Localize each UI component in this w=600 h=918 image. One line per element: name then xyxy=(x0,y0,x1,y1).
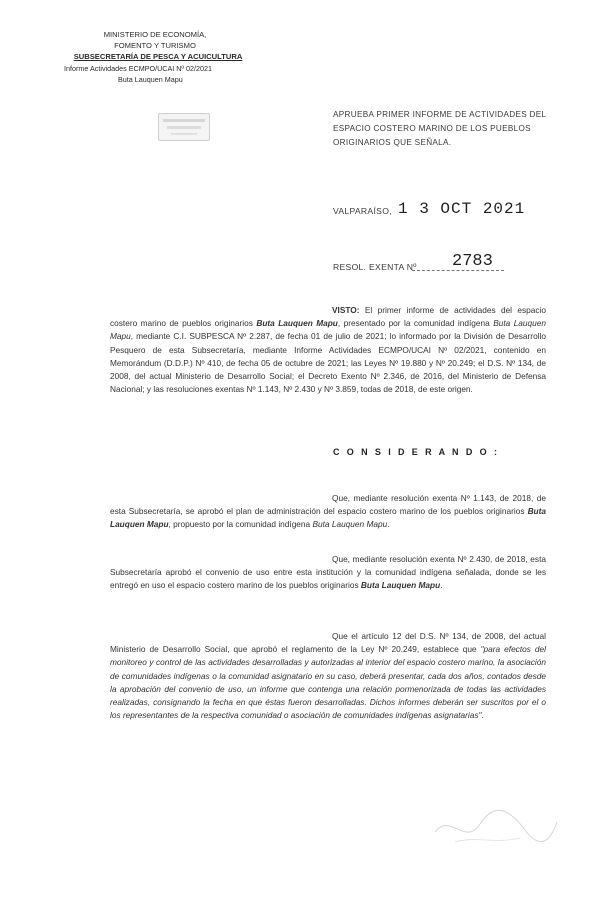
considerando-1: Que, mediante resolución exenta Nº 1.143, de 2018, de esta Subsecretaría, se aprobó el plan de administración del espacio costero marino de los pueblos originarios Buta Lauquen Mapu, propuesto por la comunidad indígena Buta Lauquen Mapu. xyxy=(110,493,546,530)
ecmpo-name: Buta Lauquen Mapu xyxy=(118,75,183,84)
reception-stamp xyxy=(158,113,210,141)
considerando-3: Que el artículo 12 del D.S. Nº 134, de 2008, del actual Ministerio de Desarrollo Social, que aprobó el reglamento de la Ley Nº 20.249, establece que "para efectos del monitoreo y control de las actividades desarrolladas y autorizadas al interior del espacio costero marino, la asociación de comunidades indígenas o la comunidad asignatario en su caso, deberá presentar, cada dos años, contados desde la aprobación del convenio de uso, un informe que contenga una relación pormenorizada de todas las actividades realizadas, consignando la fecha en que éstas fueron desarrolladas. Dichos informes deberán ser suscritos por el o los representantes de la respectiva comunidad o asociación de comunidades indígenas asignatarias". xyxy=(110,631,546,721)
informe-reference: Informe Actividades ECMPO/UCAI Nº 02/2021 xyxy=(64,64,213,73)
ecmpo-name-bold: Buta Lauquen Mapu xyxy=(256,318,338,329)
resolution-title xyxy=(333,108,563,150)
resolution-label: RESOL. EXENTA Nº xyxy=(333,262,417,272)
title-line1: APRUEBA PRIMER INFORME DE ACTIVIDADES DEL xyxy=(333,110,547,119)
visto-lead: VISTO: xyxy=(332,305,360,315)
date-stamp: 1 3 OCT 2021 xyxy=(398,200,526,218)
visto-paragraph: VISTO: El primer informe de actividades del espacio costero marino de pueblos originarios Buta Lauquen Mapu, presentado por la comunidad indígena Buta Lauquen Mapu, mediante C.I. SUBPESCA Nº 2.287, de fecha 01 de julio de 2021; lo informado por la División de Desarrollo Pesquero de esta Subsecretaría, mediante Informe Actividades ECMPO/UCAI Nº 02/2021, contenido en Memorándum (D.D.P.) Nº 410, de fecha 05 de octubre de 2021; las Leyes Nº 19.880 y Nº 20.249; el D.S. Nº 134, de 2008, del actual Ministerio de Desarrollo Social; el Decreto Exento Nº 2.346, de 2016, del Ministerio de Defensa Nacional; y las resoluciones exentas Nº 1.143, Nº 2.430 y Nº 3.859, todas de 2018, de este origen. xyxy=(110,305,546,395)
considerando-heading: C O N S I D E R A N D O : xyxy=(333,447,500,457)
faint-signature xyxy=(425,792,565,862)
title-line3: ORIGINARIOS QUE SEÑALA. xyxy=(333,138,452,147)
subsecretaria-line: SUBSECRETARÍA DE PESCA Y ACUICULTURA xyxy=(73,52,243,61)
ministry-line2: FOMENTO Y TURISMO xyxy=(114,41,196,50)
city-label: VALPARAÍSO, xyxy=(333,206,392,216)
community-name: Buta Lauquen Mapu xyxy=(110,318,546,342)
resolution-number: 2783 xyxy=(452,252,493,271)
stamp-graphic xyxy=(159,114,209,140)
ministry-line1: MINISTERIO DE ECONOMÍA, xyxy=(103,30,207,39)
title-line2: ESPACIO COSTERO MARINO DE LOS PUEBLOS xyxy=(333,124,531,133)
regulation-quote: "para efectos del monitoreo y control de las actividades desarrolladas y autorizadas al interior del espacio costero marino, la asociación de comunidades indígenas o la comunidad asignatario en su caso, deberá presentar, cada dos años, contados desde la aprobación del convenio de uso, un informe que contenga una relación pormenorizada de todas las actividades realizadas, consignando la fecha en que éstas fueron desarrolladas. Dichos informes deberán ser suscritos por el o los representantes de la respectiva comunidad o asociación de comunidades indígenas asignatarias" xyxy=(110,644,546,721)
considerando-2: Que, mediante resolución exenta Nº 2.430, de 2018, esta Subsecretaría aprobó el convenio de uso entre esta institución y la comunidad indígena señalada, donde se les entregó en uso el espacio costero marino de los pueblos originarios Buta Lauquen Mapu. xyxy=(110,554,546,591)
